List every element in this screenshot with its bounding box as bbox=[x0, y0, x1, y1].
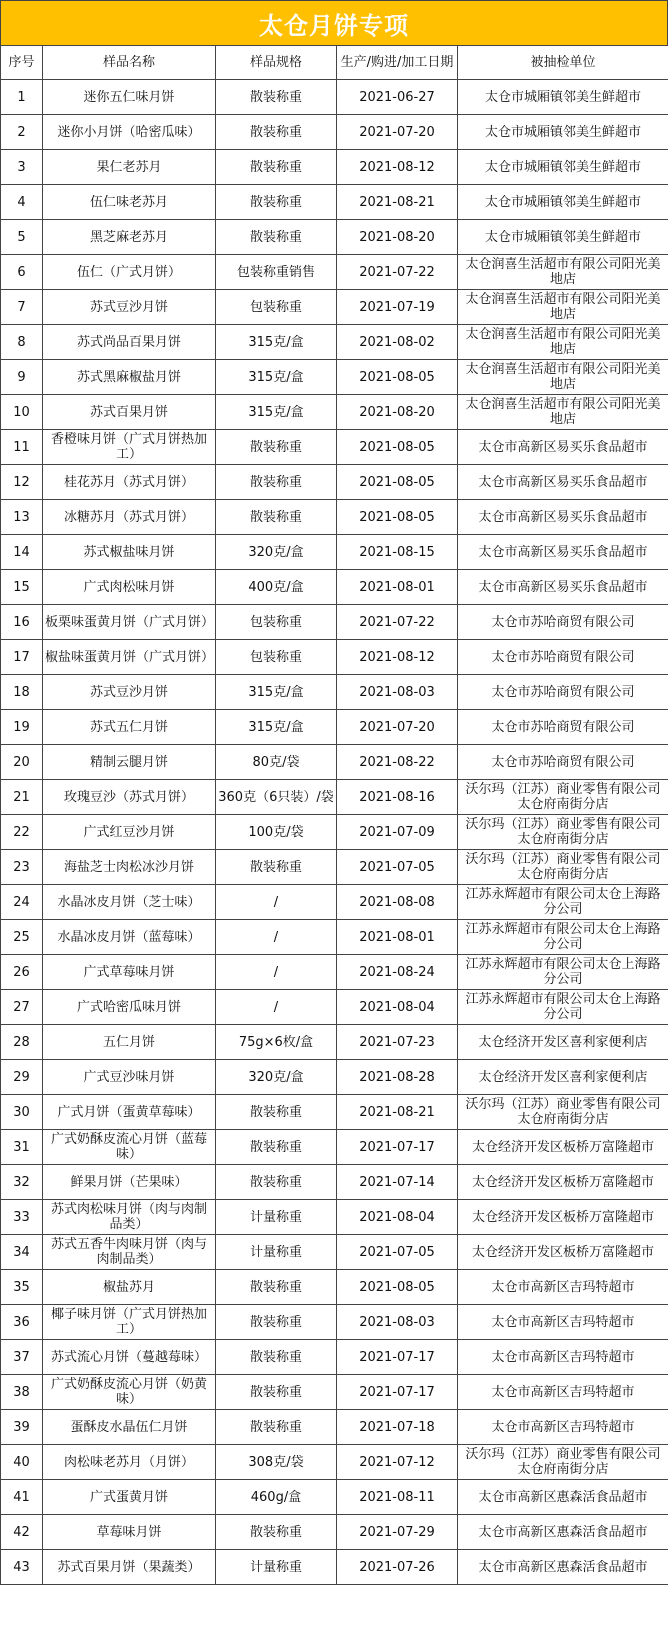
cell-no: 21 bbox=[1, 780, 43, 815]
cell-date: 2021-08-20 bbox=[337, 395, 458, 430]
cell-date: 2021-08-01 bbox=[337, 570, 458, 605]
table-row bbox=[1, 535, 668, 570]
table-row bbox=[1, 360, 668, 395]
cell-date: 2021-08-20 bbox=[337, 220, 458, 255]
cell-sample-name: 广式奶酥皮流心月饼（奶黄味） bbox=[43, 1375, 216, 1410]
cell-sample-name: 迷你五仁味月饼 bbox=[43, 80, 216, 115]
cell-date: 2021-07-12 bbox=[337, 1445, 458, 1480]
cell-no: 17 bbox=[1, 640, 43, 675]
cell-inspected-unit: 江苏永辉超市有限公司太仓上海路分公司 bbox=[458, 920, 668, 955]
cell-sample-spec: 315克/盒 bbox=[216, 395, 337, 430]
cell-date: 2021-07-17 bbox=[337, 1130, 458, 1165]
cell-sample-name: 精制云腿月饼 bbox=[43, 745, 216, 780]
cell-no: 27 bbox=[1, 990, 43, 1025]
cell-sample-name: 迷你小月饼（哈密瓜味） bbox=[43, 115, 216, 150]
table-row bbox=[1, 1550, 668, 1585]
cell-sample-name: 冰糖苏月（苏式月饼） bbox=[43, 500, 216, 535]
cell-inspected-unit: 太仓市高新区易买乐食品超市 bbox=[458, 465, 668, 500]
cell-sample-spec: 308克/袋 bbox=[216, 1445, 337, 1480]
cell-sample-name: 肉松味老苏月（月饼） bbox=[43, 1445, 216, 1480]
cell-inspected-unit: 太仓市城厢镇邻美生鲜超市 bbox=[458, 185, 668, 220]
table-row bbox=[1, 1130, 668, 1165]
cell-date: 2021-08-05 bbox=[337, 430, 458, 465]
table-row bbox=[1, 185, 668, 220]
cell-inspected-unit: 太仓市高新区易买乐食品超市 bbox=[458, 430, 668, 465]
cell-sample-name: 水晶冰皮月饼（芝士味） bbox=[43, 885, 216, 920]
cell-date: 2021-08-02 bbox=[337, 325, 458, 360]
cell-no: 22 bbox=[1, 815, 43, 850]
cell-date: 2021-08-05 bbox=[337, 360, 458, 395]
cell-inspected-unit: 江苏永辉超市有限公司太仓上海路分公司 bbox=[458, 955, 668, 990]
cell-inspected-unit: 沃尔玛（江苏）商业零售有限公司太仓府南街分店 bbox=[458, 780, 668, 815]
table-row bbox=[1, 220, 668, 255]
cell-sample-name: 玫瑰豆沙（苏式月饼） bbox=[43, 780, 216, 815]
cell-sample-spec: 散装称重 bbox=[216, 80, 337, 115]
cell-no: 13 bbox=[1, 500, 43, 535]
table-row bbox=[1, 395, 668, 430]
cell-sample-spec: 散装称重 bbox=[216, 1375, 337, 1410]
cell-sample-name: 广式月饼（蛋黄草莓味） bbox=[43, 1095, 216, 1130]
cell-no: 2 bbox=[1, 115, 43, 150]
cell-sample-spec: 包装称重 bbox=[216, 605, 337, 640]
header-name: 样品名称 bbox=[43, 46, 216, 80]
cell-no: 23 bbox=[1, 850, 43, 885]
cell-date: 2021-07-23 bbox=[337, 1025, 458, 1060]
cell-inspected-unit: 太仓市高新区惠森活食品超市 bbox=[458, 1515, 668, 1550]
cell-sample-name: 广式豆沙味月饼 bbox=[43, 1060, 216, 1095]
cell-no: 4 bbox=[1, 185, 43, 220]
cell-sample-spec: / bbox=[216, 920, 337, 955]
cell-sample-name: 海盐芝士肉松冰沙月饼 bbox=[43, 850, 216, 885]
cell-sample-name: 苏式黑麻椒盐月饼 bbox=[43, 360, 216, 395]
cell-sample-name: 苏式豆沙月饼 bbox=[43, 290, 216, 325]
cell-inspected-unit: 太仓市高新区吉玛特超市 bbox=[458, 1375, 668, 1410]
cell-date: 2021-07-14 bbox=[337, 1165, 458, 1200]
table-row bbox=[1, 780, 668, 815]
table-row bbox=[1, 605, 668, 640]
cell-no: 18 bbox=[1, 675, 43, 710]
cell-inspected-unit: 太仓经济开发区喜利家便利店 bbox=[458, 1060, 668, 1095]
cell-sample-name: 苏式尚品百果月饼 bbox=[43, 325, 216, 360]
cell-sample-spec: 包装称重 bbox=[216, 640, 337, 675]
cell-date: 2021-08-28 bbox=[337, 1060, 458, 1095]
table-row bbox=[1, 955, 668, 990]
cell-no: 16 bbox=[1, 605, 43, 640]
table-row bbox=[1, 80, 668, 115]
table-row bbox=[1, 1270, 668, 1305]
cell-sample-spec: 散装称重 bbox=[216, 465, 337, 500]
table-row bbox=[1, 1480, 668, 1515]
cell-date: 2021-07-26 bbox=[337, 1550, 458, 1585]
cell-sample-spec: 散装称重 bbox=[216, 1515, 337, 1550]
cell-date: 2021-08-05 bbox=[337, 1270, 458, 1305]
table-row bbox=[1, 710, 668, 745]
cell-inspected-unit: 太仓经济开发区板桥万富隆超市 bbox=[458, 1200, 668, 1235]
cell-sample-spec: 散装称重 bbox=[216, 115, 337, 150]
table-row bbox=[1, 815, 668, 850]
cell-sample-name: 广式蛋黄月饼 bbox=[43, 1480, 216, 1515]
cell-no: 25 bbox=[1, 920, 43, 955]
cell-sample-name: 苏式椒盐味月饼 bbox=[43, 535, 216, 570]
cell-sample-spec: 散装称重 bbox=[216, 1410, 337, 1445]
table-row bbox=[1, 1200, 668, 1235]
table-row bbox=[1, 850, 668, 885]
cell-inspected-unit: 太仓市高新区吉玛特超市 bbox=[458, 1410, 668, 1445]
cell-no: 12 bbox=[1, 465, 43, 500]
cell-sample-spec: 80克/袋 bbox=[216, 745, 337, 780]
cell-sample-spec: / bbox=[216, 990, 337, 1025]
cell-sample-spec: 散装称重 bbox=[216, 1095, 337, 1130]
cell-no: 6 bbox=[1, 255, 43, 290]
header-unit: 被抽检单位 bbox=[458, 46, 668, 80]
table-row bbox=[1, 920, 668, 955]
cell-date: 2021-08-21 bbox=[337, 1095, 458, 1130]
cell-sample-spec: 320克/盒 bbox=[216, 1060, 337, 1095]
table-row bbox=[1, 500, 668, 535]
cell-inspected-unit: 太仓市高新区吉玛特超市 bbox=[458, 1340, 668, 1375]
cell-sample-spec: 460g/盒 bbox=[216, 1480, 337, 1515]
cell-sample-spec: 散装称重 bbox=[216, 185, 337, 220]
cell-sample-spec: 计量称重 bbox=[216, 1200, 337, 1235]
cell-inspected-unit: 太仓市高新区吉玛特超市 bbox=[458, 1270, 668, 1305]
table-row bbox=[1, 255, 668, 290]
cell-inspected-unit: 太仓润喜生活超市有限公司阳光美地店 bbox=[458, 395, 668, 430]
cell-sample-spec: 散装称重 bbox=[216, 1340, 337, 1375]
cell-date: 2021-07-19 bbox=[337, 290, 458, 325]
cell-no: 28 bbox=[1, 1025, 43, 1060]
cell-inspected-unit: 太仓经济开发区喜利家便利店 bbox=[458, 1025, 668, 1060]
table-row bbox=[1, 1410, 668, 1445]
cell-inspected-unit: 太仓经济开发区板桥万富隆超市 bbox=[458, 1165, 668, 1200]
cell-inspected-unit: 沃尔玛（江苏）商业零售有限公司太仓府南街分店 bbox=[458, 815, 668, 850]
cell-sample-name: 伍仁（广式月饼） bbox=[43, 255, 216, 290]
header-spec: 样品规格 bbox=[216, 46, 337, 80]
cell-sample-spec: 计量称重 bbox=[216, 1550, 337, 1585]
cell-inspected-unit: 太仓市高新区易买乐食品超市 bbox=[458, 500, 668, 535]
cell-sample-spec: 320克/盒 bbox=[216, 535, 337, 570]
cell-date: 2021-08-01 bbox=[337, 920, 458, 955]
cell-date: 2021-07-20 bbox=[337, 115, 458, 150]
cell-no: 7 bbox=[1, 290, 43, 325]
cell-sample-name: 椒盐苏月 bbox=[43, 1270, 216, 1305]
cell-inspected-unit: 太仓市城厢镇邻美生鲜超市 bbox=[458, 115, 668, 150]
cell-date: 2021-08-03 bbox=[337, 675, 458, 710]
cell-date: 2021-07-22 bbox=[337, 255, 458, 290]
cell-sample-spec: 散装称重 bbox=[216, 1130, 337, 1165]
cell-sample-name: 苏式流心月饼（蔓越莓味） bbox=[43, 1340, 216, 1375]
cell-no: 19 bbox=[1, 710, 43, 745]
table-row bbox=[1, 1340, 668, 1375]
cell-no: 3 bbox=[1, 150, 43, 185]
table-row bbox=[1, 1060, 668, 1095]
cell-date: 2021-08-24 bbox=[337, 955, 458, 990]
header-date: 生产/购进/加工日期 bbox=[337, 46, 458, 80]
table-row bbox=[1, 640, 668, 675]
cell-no: 30 bbox=[1, 1095, 43, 1130]
cell-sample-spec: 400克/盒 bbox=[216, 570, 337, 605]
cell-sample-spec: 315克/盒 bbox=[216, 360, 337, 395]
cell-date: 2021-08-08 bbox=[337, 885, 458, 920]
cell-no: 29 bbox=[1, 1060, 43, 1095]
cell-sample-name: 鲜果月饼（芒果味） bbox=[43, 1165, 216, 1200]
table-row bbox=[1, 885, 668, 920]
table-row bbox=[1, 1515, 668, 1550]
cell-date: 2021-07-20 bbox=[337, 710, 458, 745]
cell-inspected-unit: 太仓市城厢镇邻美生鲜超市 bbox=[458, 220, 668, 255]
cell-no: 11 bbox=[1, 430, 43, 465]
cell-inspected-unit: 太仓经济开发区板桥万富隆超市 bbox=[458, 1130, 668, 1165]
cell-sample-spec: 散装称重 bbox=[216, 850, 337, 885]
cell-inspected-unit: 沃尔玛（江苏）商业零售有限公司太仓府南街分店 bbox=[458, 850, 668, 885]
cell-no: 38 bbox=[1, 1375, 43, 1410]
cell-sample-name: 广式草莓味月饼 bbox=[43, 955, 216, 990]
cell-sample-spec: 散装称重 bbox=[216, 220, 337, 255]
cell-sample-spec: 计量称重 bbox=[216, 1235, 337, 1270]
cell-date: 2021-07-17 bbox=[337, 1340, 458, 1375]
cell-no: 40 bbox=[1, 1445, 43, 1480]
cell-sample-spec: 315克/盒 bbox=[216, 710, 337, 745]
cell-date: 2021-08-05 bbox=[337, 465, 458, 500]
header-row bbox=[1, 46, 668, 80]
table-header bbox=[1, 46, 668, 80]
cell-no: 14 bbox=[1, 535, 43, 570]
table-row bbox=[1, 325, 668, 360]
cell-date: 2021-07-05 bbox=[337, 850, 458, 885]
cell-sample-name: 板栗味蛋黄月饼（广式月饼） bbox=[43, 605, 216, 640]
cell-date: 2021-06-27 bbox=[337, 80, 458, 115]
table-row bbox=[1, 1375, 668, 1410]
cell-inspected-unit: 太仓市苏哈商贸有限公司 bbox=[458, 745, 668, 780]
cell-date: 2021-07-05 bbox=[337, 1235, 458, 1270]
cell-no: 35 bbox=[1, 1270, 43, 1305]
cell-sample-spec: 360克（6只装）/袋 bbox=[216, 780, 337, 815]
cell-sample-name: 五仁月饼 bbox=[43, 1025, 216, 1060]
cell-sample-name: 苏式豆沙月饼 bbox=[43, 675, 216, 710]
cell-sample-name: 蛋酥皮水晶伍仁月饼 bbox=[43, 1410, 216, 1445]
cell-sample-name: 伍仁味老苏月 bbox=[43, 185, 216, 220]
cell-sample-spec: 散装称重 bbox=[216, 430, 337, 465]
table-row bbox=[1, 1025, 668, 1060]
cell-inspected-unit: 太仓经济开发区板桥万富隆超市 bbox=[458, 1235, 668, 1270]
cell-no: 32 bbox=[1, 1165, 43, 1200]
cell-date: 2021-08-03 bbox=[337, 1305, 458, 1340]
table-row bbox=[1, 570, 668, 605]
header-no: 序号 bbox=[1, 46, 43, 80]
table-row bbox=[1, 1445, 668, 1480]
cell-sample-spec: 包装称重销售 bbox=[216, 255, 337, 290]
cell-sample-spec: 散装称重 bbox=[216, 1165, 337, 1200]
cell-sample-name: 苏式肉松味月饼（肉与肉制品类） bbox=[43, 1200, 216, 1235]
table-row bbox=[1, 745, 668, 780]
cell-inspected-unit: 太仓市苏哈商贸有限公司 bbox=[458, 675, 668, 710]
cell-inspected-unit: 沃尔玛（江苏）商业零售有限公司太仓府南街分店 bbox=[458, 1095, 668, 1130]
cell-sample-spec: / bbox=[216, 885, 337, 920]
table-row bbox=[1, 430, 668, 465]
cell-sample-spec: 散装称重 bbox=[216, 500, 337, 535]
cell-no: 37 bbox=[1, 1340, 43, 1375]
table-row bbox=[1, 290, 668, 325]
cell-no: 1 bbox=[1, 80, 43, 115]
cell-sample-spec: 散装称重 bbox=[216, 1270, 337, 1305]
cell-sample-spec: / bbox=[216, 955, 337, 990]
page-title: 太仓月饼专项 bbox=[0, 0, 668, 45]
table-row bbox=[1, 115, 668, 150]
cell-sample-name: 广式奶酥皮流心月饼（蓝莓味） bbox=[43, 1130, 216, 1165]
cell-inspected-unit: 太仓市苏哈商贸有限公司 bbox=[458, 605, 668, 640]
cell-no: 33 bbox=[1, 1200, 43, 1235]
cell-inspected-unit: 太仓润喜生活超市有限公司阳光美地店 bbox=[458, 325, 668, 360]
table-row bbox=[1, 1095, 668, 1130]
cell-inspected-unit: 沃尔玛（江苏）商业零售有限公司太仓府南街分店 bbox=[458, 1445, 668, 1480]
cell-sample-spec: 315克/盒 bbox=[216, 675, 337, 710]
cell-sample-spec: 100克/袋 bbox=[216, 815, 337, 850]
cell-inspected-unit: 太仓市苏哈商贸有限公司 bbox=[458, 640, 668, 675]
cell-date: 2021-08-11 bbox=[337, 1480, 458, 1515]
cell-no: 42 bbox=[1, 1515, 43, 1550]
table-row bbox=[1, 990, 668, 1025]
cell-date: 2021-08-04 bbox=[337, 990, 458, 1025]
cell-sample-spec: 75g×6枚/盒 bbox=[216, 1025, 337, 1060]
cell-inspected-unit: 太仓市高新区吉玛特超市 bbox=[458, 1305, 668, 1340]
cell-no: 43 bbox=[1, 1550, 43, 1585]
cell-date: 2021-08-12 bbox=[337, 640, 458, 675]
cell-sample-name: 椒盐味蛋黄月饼（广式月饼） bbox=[43, 640, 216, 675]
sample-table bbox=[0, 45, 668, 1585]
cell-date: 2021-08-22 bbox=[337, 745, 458, 780]
cell-no: 31 bbox=[1, 1130, 43, 1165]
cell-sample-name: 草莓味月饼 bbox=[43, 1515, 216, 1550]
cell-sample-name: 苏式百果月饼（果蔬类） bbox=[43, 1550, 216, 1585]
cell-date: 2021-08-15 bbox=[337, 535, 458, 570]
cell-inspected-unit: 太仓市城厢镇邻美生鲜超市 bbox=[458, 150, 668, 185]
cell-sample-name: 苏式百果月饼 bbox=[43, 395, 216, 430]
table-row bbox=[1, 1305, 668, 1340]
cell-date: 2021-08-12 bbox=[337, 150, 458, 185]
cell-no: 26 bbox=[1, 955, 43, 990]
cell-no: 9 bbox=[1, 360, 43, 395]
cell-inspected-unit: 太仓市城厢镇邻美生鲜超市 bbox=[458, 80, 668, 115]
cell-no: 34 bbox=[1, 1235, 43, 1270]
cell-sample-name: 广式肉松味月饼 bbox=[43, 570, 216, 605]
cell-no: 15 bbox=[1, 570, 43, 605]
cell-no: 24 bbox=[1, 885, 43, 920]
table-row bbox=[1, 675, 668, 710]
cell-no: 5 bbox=[1, 220, 43, 255]
cell-no: 20 bbox=[1, 745, 43, 780]
cell-sample-name: 桂花苏月（苏式月饼） bbox=[43, 465, 216, 500]
cell-inspected-unit: 太仓润喜生活超市有限公司阳光美地店 bbox=[458, 290, 668, 325]
cell-inspected-unit: 太仓市苏哈商贸有限公司 bbox=[458, 710, 668, 745]
cell-no: 36 bbox=[1, 1305, 43, 1340]
cell-sample-name: 果仁老苏月 bbox=[43, 150, 216, 185]
table-row bbox=[1, 465, 668, 500]
cell-date: 2021-08-21 bbox=[337, 185, 458, 220]
cell-inspected-unit: 太仓市高新区易买乐食品超市 bbox=[458, 570, 668, 605]
cell-inspected-unit: 太仓市高新区易买乐食品超市 bbox=[458, 535, 668, 570]
table-body bbox=[1, 80, 668, 1585]
cell-sample-name: 黑芝麻老苏月 bbox=[43, 220, 216, 255]
cell-inspected-unit: 江苏永辉超市有限公司太仓上海路分公司 bbox=[458, 990, 668, 1025]
cell-sample-name: 香橙味月饼（广式月饼热加工） bbox=[43, 430, 216, 465]
table-row bbox=[1, 150, 668, 185]
cell-sample-name: 水晶冰皮月饼（蓝莓味） bbox=[43, 920, 216, 955]
cell-inspected-unit: 太仓润喜生活超市有限公司阳光美地店 bbox=[458, 360, 668, 395]
cell-date: 2021-07-17 bbox=[337, 1375, 458, 1410]
cell-inspected-unit: 太仓市高新区惠森活食品超市 bbox=[458, 1550, 668, 1585]
cell-sample-spec: 包装称重 bbox=[216, 290, 337, 325]
cell-sample-spec: 散装称重 bbox=[216, 1305, 337, 1340]
cell-inspected-unit: 太仓润喜生活超市有限公司阳光美地店 bbox=[458, 255, 668, 290]
cell-date: 2021-07-09 bbox=[337, 815, 458, 850]
cell-no: 8 bbox=[1, 325, 43, 360]
cell-date: 2021-07-22 bbox=[337, 605, 458, 640]
cell-date: 2021-08-16 bbox=[337, 780, 458, 815]
cell-no: 10 bbox=[1, 395, 43, 430]
cell-no: 39 bbox=[1, 1410, 43, 1445]
cell-sample-spec: 315克/盒 bbox=[216, 325, 337, 360]
cell-sample-name: 椰子味月饼（广式月饼热加工） bbox=[43, 1305, 216, 1340]
cell-sample-name: 广式哈密瓜味月饼 bbox=[43, 990, 216, 1025]
cell-inspected-unit: 太仓市高新区惠森活食品超市 bbox=[458, 1480, 668, 1515]
cell-sample-name: 苏式五香牛肉味月饼（肉与肉制品类） bbox=[43, 1235, 216, 1270]
table-row bbox=[1, 1165, 668, 1200]
cell-no: 41 bbox=[1, 1480, 43, 1515]
cell-date: 2021-07-29 bbox=[337, 1515, 458, 1550]
cell-date: 2021-07-18 bbox=[337, 1410, 458, 1445]
cell-inspected-unit: 江苏永辉超市有限公司太仓上海路分公司 bbox=[458, 885, 668, 920]
cell-sample-name: 广式红豆沙月饼 bbox=[43, 815, 216, 850]
cell-date: 2021-08-04 bbox=[337, 1200, 458, 1235]
cell-date: 2021-08-05 bbox=[337, 500, 458, 535]
cell-sample-spec: 散装称重 bbox=[216, 150, 337, 185]
cell-sample-name: 苏式五仁月饼 bbox=[43, 710, 216, 745]
table-row bbox=[1, 1235, 668, 1270]
